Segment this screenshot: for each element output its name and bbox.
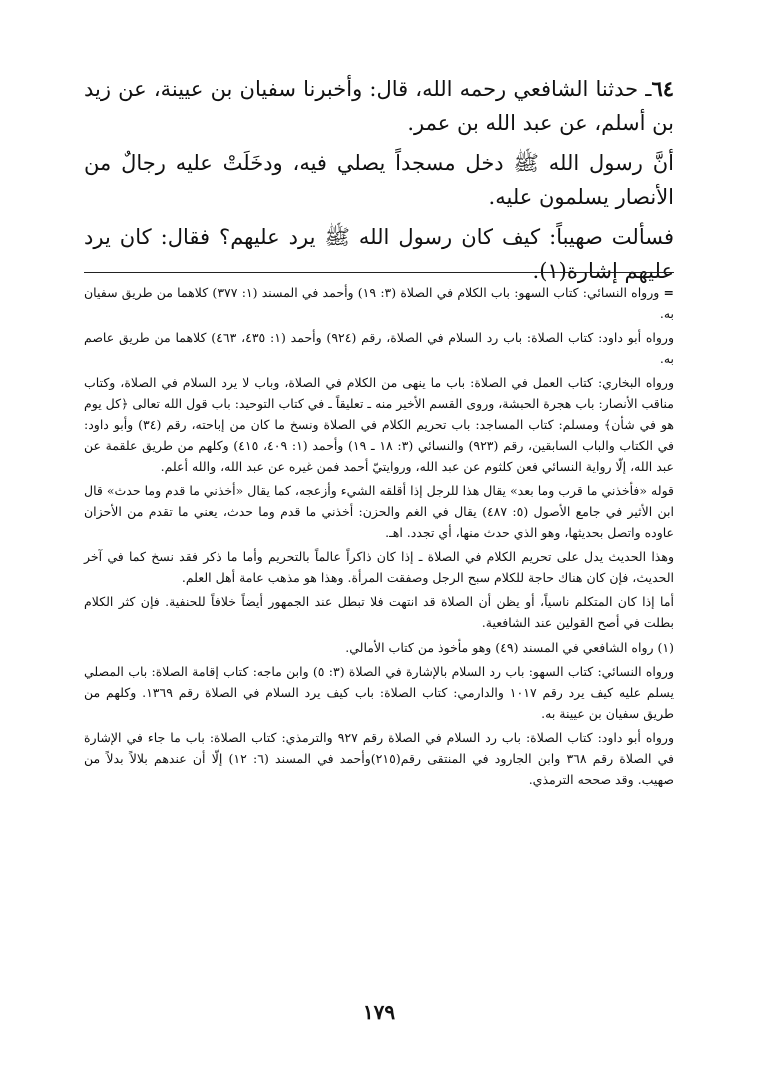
footnote-paragraph — [84, 282, 674, 324]
continuation-mark: = — [663, 285, 674, 300]
footnote-paragraph: ورواه أبو داود: كتاب الصلاة: باب رد السلام في الصلاة، رقم (٩٢٤) وأحمد (١: ٤٣٥، ٤٦٣) كلاهما من طريق عاصم به. — [84, 330, 675, 366]
hadith-number: ٦٤ — [651, 76, 674, 101]
footnote-paragraph: أما إذا كان المتكلم ناسياً، أو يظن أن الصلاة قد انتهت فلا تبطل عند الجمهور أيضاً خلافاً للحنفية. فإن كثر الكلام بطلت في أصح القولين عند الشافعية. — [84, 594, 674, 630]
hadith-matn-2: فسألت صهيباً: كيف كان رسول الله ﷺ يرد عليهم؟ فقال: كان يرد عليهم إشارة(١). — [84, 225, 674, 283]
footnote-paragraph-text: ورواه النسائي: كتاب السهو: باب الكلام في الصلاة (٣: ١٩) وأحمد في المسند (١: ٣٧٧) كلاهما من طريق سفيان به. — [84, 285, 674, 321]
footnote-1-continued: ورواه النسائي: كتاب السهو: باب رد السلام بالإشارة في الصلاة (٣: ٥) وابن ماجه: كتاب إقامة الصلاة: باب المصلي يسلم عليه كيف يرد رقم ١٠١٧ والدارمي: كتاب الصلاة: باب كيف يرد السلام في الصلاة رقم ١٣٦٩. وكلهم من طريق سفيان بن عيينة به. — [84, 664, 674, 721]
hadith-text — [84, 72, 674, 294]
footnotes — [84, 282, 674, 793]
footnote-1-continued: ورواه أبو داود: كتاب الصلاة: باب رد السلام في الصلاة رقم ٩٢٧ والترمذي: كتاب الصلاة: باب ما جاء في الإشارة في الصلاة رقم ٣٦٨ وابن الجارود في المنتقى رقم(٢١٥)وأحمد في المسند (٦: ١٢) إلّا أن عندهم بلالاً بدلاً من صهيب. وقد صححه الترمذي. — [84, 730, 675, 787]
hadith-isnad — [84, 72, 674, 140]
footnote-paragraph: قوله «فأخذني ما قرب وما بعد» يقال هذا للرجل إذا أقلقه الشيء وأزعجه، كما يقال «أخذني ما قدم وما حدث» قال ابن الأثير في جامع الأصول (٥: ٤٨٧) يقال في الغم والحزن: أخذني ما قدم وما حدث، يعني ما تقدم من الأحزان عاوده واتصل بحديثها، وهو الذي حدث منها، أي تجدد. اهـ. — [84, 483, 674, 540]
footnote-paragraph: وهذا الحديث يدل على تحريم الكلام في الصلاة ـ إذا كان ذاكراً عالماً بالتحريم وأما ما ذكر فقد نسخ كما في آخر الحديث، فإن كان هناك حاجة للكلام سبح الرجل وصفقت المرأة. وهذا هو مذهب عامة أهل العلم. — [84, 549, 674, 585]
footnote-divider — [84, 272, 674, 273]
footnote-1: (١) رواه الشافعي في المسند (٤٩) وهو مأخوذ من كتاب الأمالي. — [345, 640, 674, 655]
hadith-matn-1: أنَّ رسول الله ﷺ دخل مسجداً يصلي فيه، ودخَلَتْ عليه رجالٌ من الأنصار يسلمون عليه. — [84, 151, 674, 209]
hadith-isnad-text: ـ حدثنا الشافعي رحمه الله، قال: وأخبرنا سفيان بن عيينة، عن زيد بن أسلم، عن عبد الله بن عمر. — [84, 77, 674, 135]
footnote-paragraph: ورواه البخاري: كتاب العمل في الصلاة: باب ما ينهى من الكلام في الصلاة، وباب لا يرد السلام في الصلاة، وكتاب مناقب الأنصار: باب هجرة الحبشة، وروى القسم الأخير منه ـ تعليقاً ـ في كتاب التوحيد: باب قول الله تعالى ﴿كل يوم هو في شأن﴾ ومسلم: كتاب المساجد: باب تحريم الكلام في الصلاة ونسخ ما كان من إباحته، رقم (٣٤) وأبو داود: في الكتاب والباب السابقين، رقم (٩٢٣) والنسائي (٣: ١٨ ـ ١٩) وأحمد (١: ٤٠٩، ٤١٥) وكلهم من طريق علقمة عن عبد الله، إلّا رواية النسائي فعن كلثوم عن عبد الله، وروايتيّ أحمد فمن غيره عن عبد الله، والله أعلم. — [84, 375, 674, 474]
page-number: ١٧٩ — [362, 1000, 396, 1024]
